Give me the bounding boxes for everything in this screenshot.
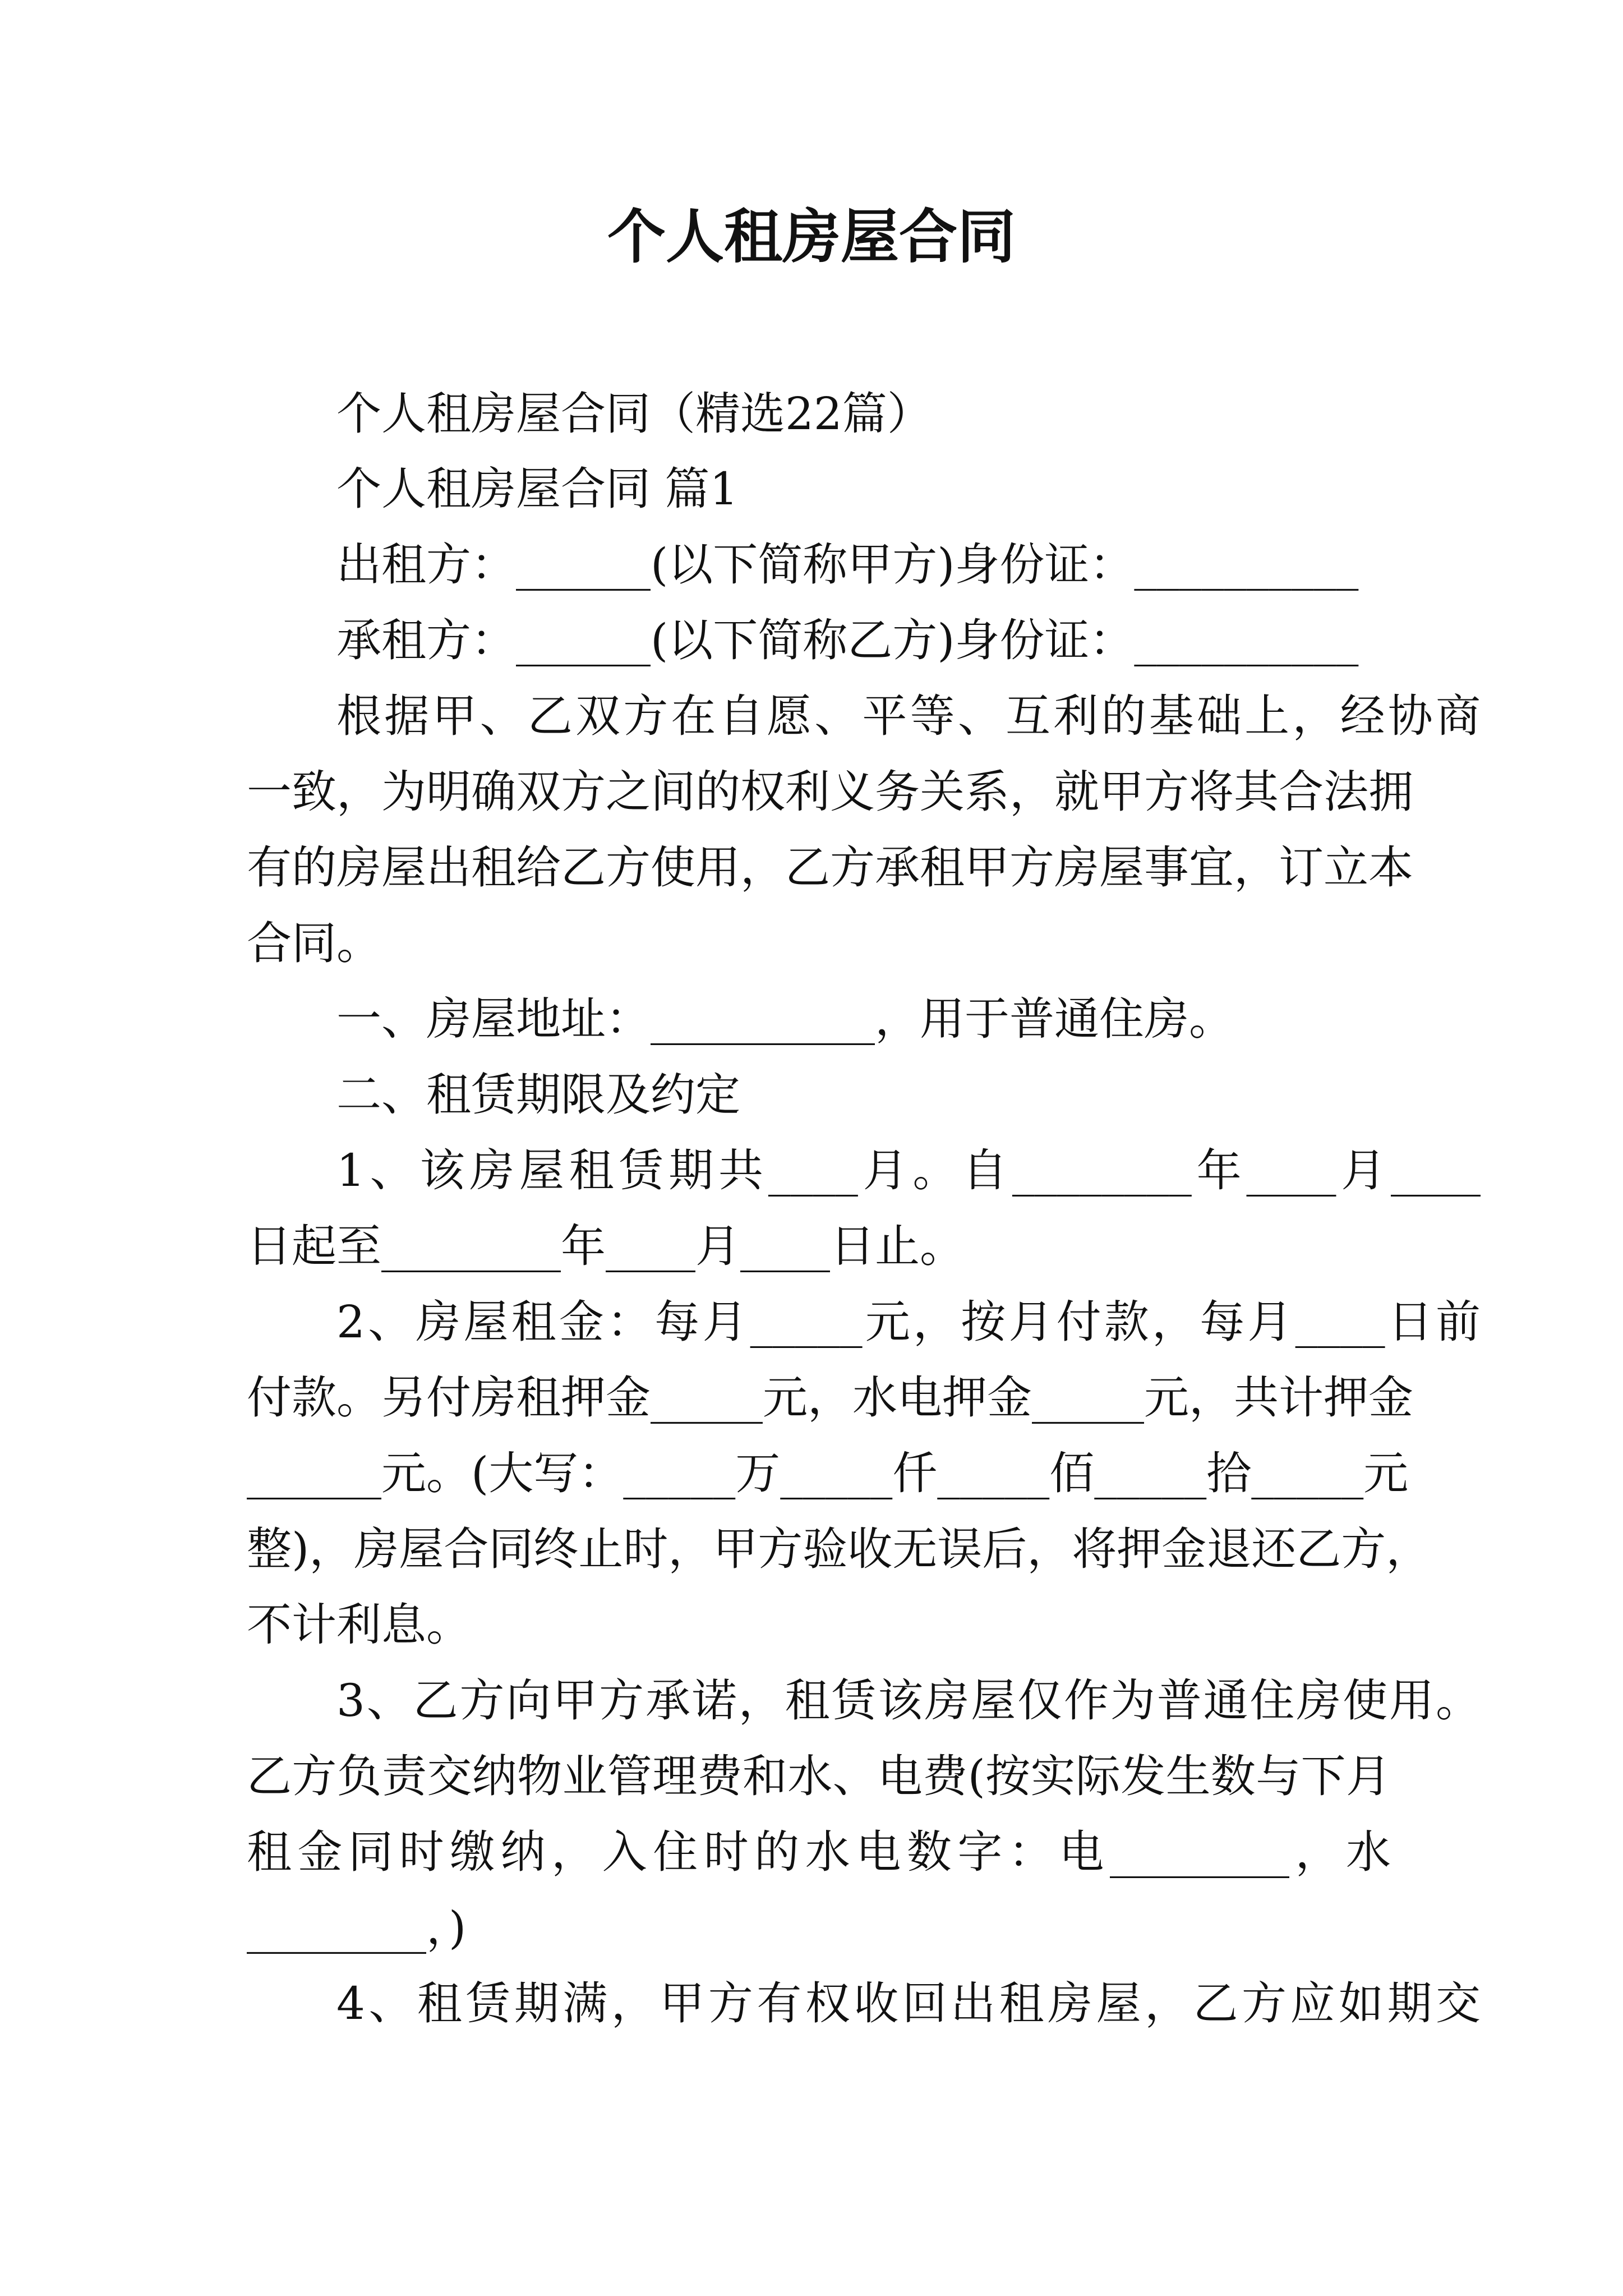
clause-heading: 二、租赁期限及约定 bbox=[336, 1069, 740, 1121]
paragraph-line: 合同。 bbox=[247, 917, 381, 969]
paragraph-line: 有的房屋出租给乙方使用，乙方承租甲方房屋事宜，订立本 bbox=[247, 841, 1413, 894]
section-heading: 个人租房屋合同 篇1 bbox=[336, 463, 739, 515]
paragraph-line: 根据甲、乙双方在自愿、平等、互利的基础上，经协商 bbox=[336, 690, 1481, 742]
clause-line: ______元。(大写：_____万_____仟_____佰_____拾_____元 bbox=[247, 1447, 1409, 1499]
lessor-line: 出租方：______(以下简称甲方)身份证：__________ bbox=[336, 539, 1359, 591]
document-title: 个人租房屋合同 bbox=[607, 203, 1016, 271]
lessee-line: 承租方：______(以下简称乙方)身份证：__________ bbox=[336, 614, 1359, 666]
clause-line: 租金同时缴纳，入住时的水电数字：电________，水 bbox=[247, 1826, 1391, 1878]
clause-line: 付款。另付房租押金_____元，水电押金_____元，共计押金 bbox=[247, 1372, 1413, 1424]
clause-line: 一、房屋地址：__________，用于普通住房。 bbox=[336, 993, 1234, 1045]
paragraph-line: 一致，为明确双方之间的权利义务关系，就甲方将其合法拥 bbox=[247, 766, 1413, 818]
clause-line: 1、该房屋租赁期共____月。自________年____月____ bbox=[336, 1144, 1481, 1197]
clause-line: ________，) bbox=[247, 1902, 467, 1954]
clause-line: 乙方负责交纳物业管理费和水、电费(按实际发生数与下月 bbox=[247, 1750, 1391, 1802]
clause-line: 4、租赁期满，甲方有权收回出租房屋，乙方应如期交 bbox=[336, 1977, 1481, 2030]
clause-line: 3、乙方向甲方承诺，租赁该房屋仅作为普通住房使用。 bbox=[336, 1674, 1481, 1727]
subtitle-line: 个人租房屋合同（精选22篇） bbox=[336, 388, 932, 440]
clause-line: 日起至________年____月____日止。 bbox=[247, 1220, 965, 1272]
clause-line: 2、房屋租金：每月_____元，按月付款，每月____日前 bbox=[336, 1296, 1481, 1348]
clause-line: 不计利息。 bbox=[247, 1599, 471, 1651]
clause-line: 整)，房屋合同终止时，甲方验收无误后，将押金退还乙方， bbox=[247, 1523, 1431, 1575]
